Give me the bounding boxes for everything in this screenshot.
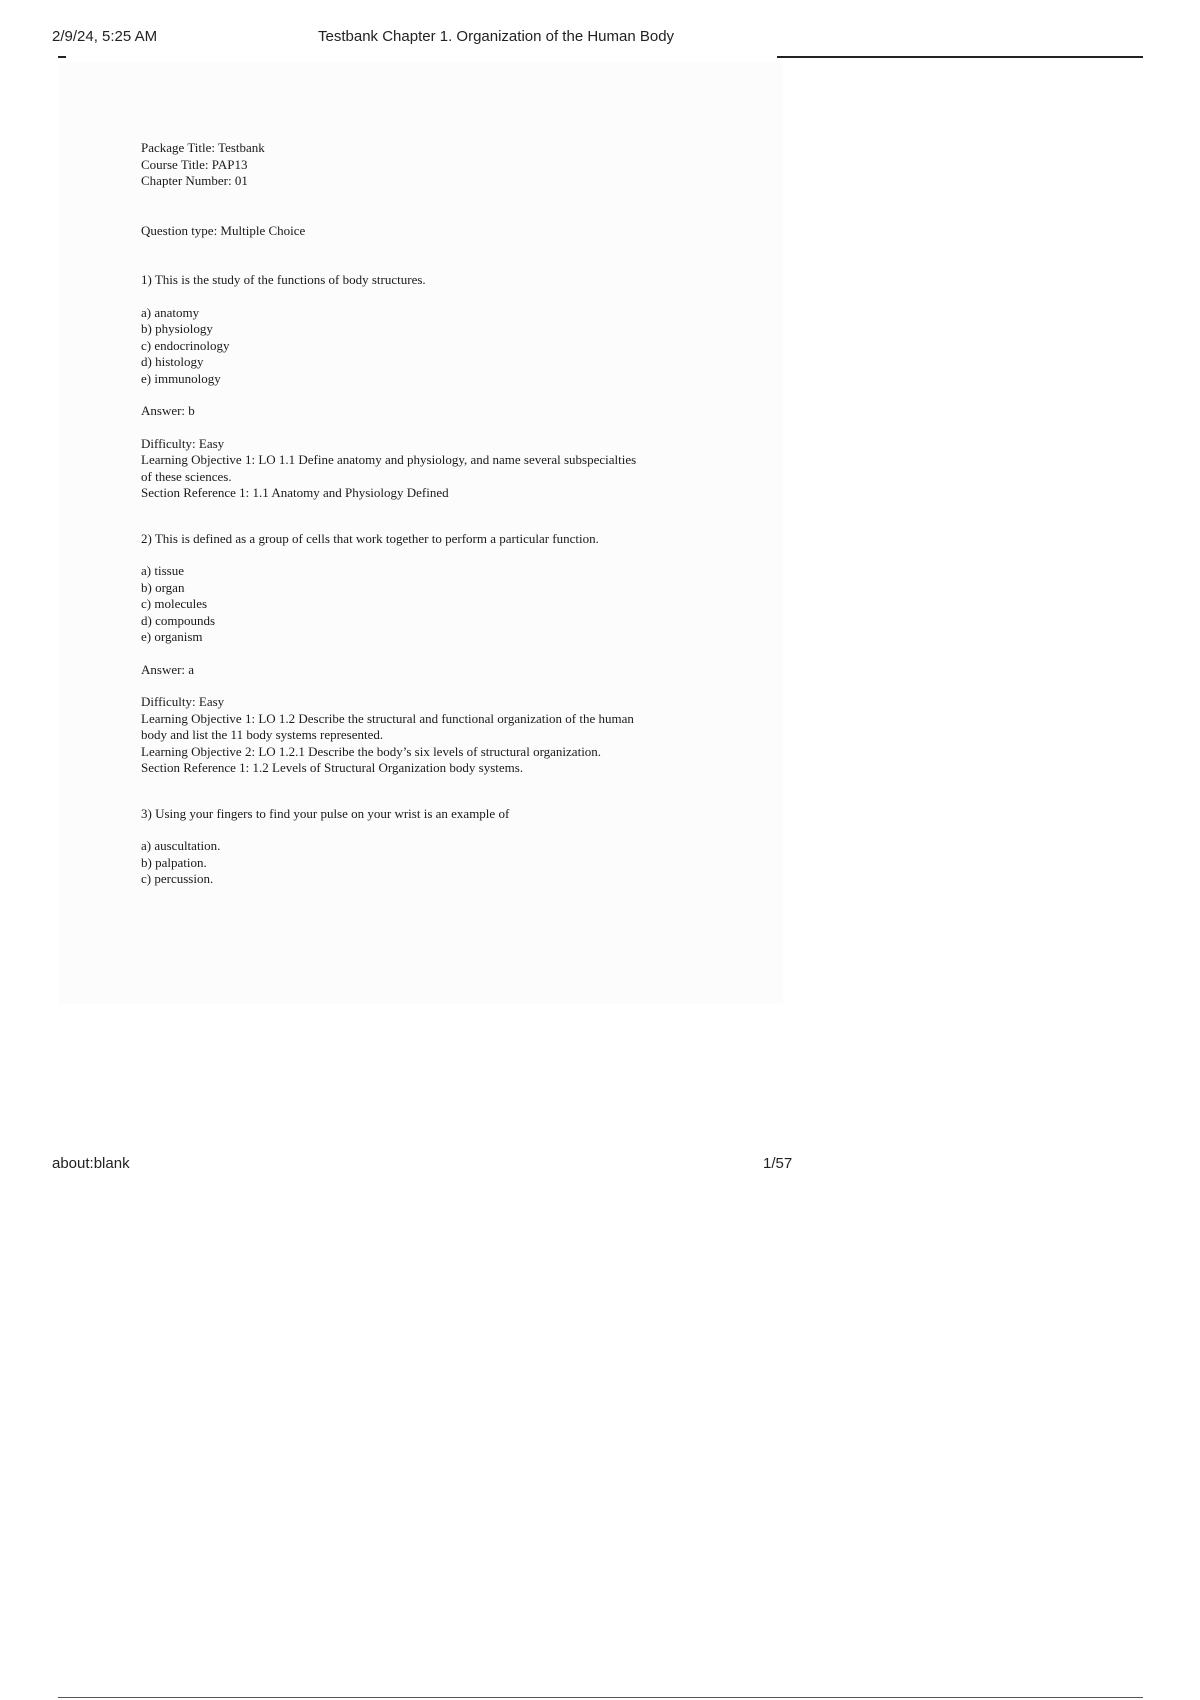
header-dash xyxy=(58,56,66,58)
chapter-number: Chapter Number: 01 xyxy=(141,173,248,188)
question-block xyxy=(141,272,761,502)
print-header-title: Testbank Chapter 1. Organization of the Human Body xyxy=(318,28,675,45)
difficulty: Difficulty: Easy xyxy=(141,435,225,451)
question-stem: 1) This is the study of the functions of body structures. xyxy=(141,272,426,287)
bottom-rule xyxy=(58,1697,1143,1698)
section-reference: Section Reference 1: 1.2 Levels of Structural Organization body systems. xyxy=(141,760,524,775)
answer-option: e) immunology xyxy=(141,370,221,386)
document-body xyxy=(141,140,761,888)
difficulty: Difficulty: Easy xyxy=(141,694,225,709)
answer-option: d) compounds xyxy=(141,612,216,628)
answer-option: b) organ xyxy=(141,579,185,595)
answer-key: Answer: a xyxy=(141,661,195,677)
answer-option: c) molecules xyxy=(141,596,208,611)
answer-option: a) auscultation. xyxy=(141,838,221,853)
package-title: Package Title: Testbank xyxy=(141,140,265,155)
header-rule xyxy=(777,56,1143,58)
question-stem: 3) Using your fingers to find your pulse on your wrist is an example of xyxy=(141,805,510,821)
answer-option: e) organism xyxy=(141,629,203,644)
learning-objective: Learning Objective 1: LO 1.1 Define anatomy and physiology, and name several subspecialties xyxy=(141,452,637,467)
print-footer-url: about:blank xyxy=(52,1155,130,1172)
answer-option: a) tissue xyxy=(141,563,184,578)
question-type: Question type: Multiple Choice xyxy=(141,222,306,238)
answer-option: d) histology xyxy=(141,354,204,369)
question-stem: 2) This is defined as a group of cells that work together to perform a particular function. xyxy=(141,530,599,546)
answer-key: Answer: b xyxy=(141,403,195,418)
learning-objective: Learning Objective 2: LO 1.2.1 Describe the body’s six levels of structural organization. xyxy=(141,743,602,759)
answer-option: b) palpation. xyxy=(141,854,207,870)
question-block xyxy=(141,806,761,888)
learning-objective-cont: of these sciences. xyxy=(141,468,232,484)
answer-option: a) anatomy xyxy=(141,304,200,320)
answer-option: b) physiology xyxy=(141,321,213,336)
question-block xyxy=(141,531,761,777)
print-header-datetime: 2/9/24, 5:25 AM xyxy=(52,28,158,45)
learning-objective-cont: body and list the 11 body systems represented. xyxy=(141,727,384,742)
print-footer-page-number: 1/57 xyxy=(763,1155,793,1172)
learning-objective: Learning Objective 1: LO 1.2 Describe the structural and functional organization of the human xyxy=(141,710,634,726)
answer-option: c) percussion. xyxy=(141,871,214,886)
answer-option: c) endocrinology xyxy=(141,337,230,353)
section-reference: Section Reference 1: 1.1 Anatomy and Physiology Defined xyxy=(141,485,449,500)
course-title: Course Title: PAP13 xyxy=(141,156,248,172)
